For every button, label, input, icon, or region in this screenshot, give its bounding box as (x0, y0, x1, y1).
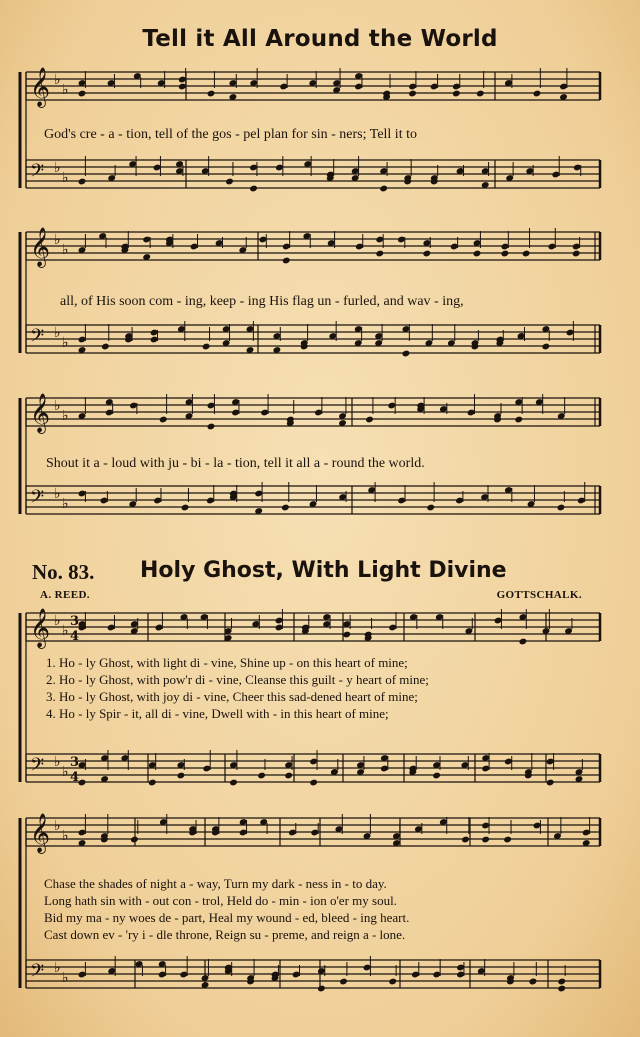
svg-text:3: 3 (70, 614, 80, 629)
svg-text:𝄢: 𝄢 (30, 487, 45, 512)
svg-text:𝄢: 𝄢 (30, 755, 45, 780)
svg-text:♭: ♭ (62, 623, 69, 639)
svg-text:♭: ♭ (62, 828, 69, 844)
hymn-number: No. 83. (32, 560, 95, 584)
svg-text:♭: ♭ (54, 754, 61, 770)
svg-text:𝄞: 𝄞 (30, 813, 51, 853)
svg-text:♭: ♭ (54, 325, 61, 341)
lyric-line-2: all, of His soon com - ing, keep - ing His flag un - furled, and wav - ing, (60, 294, 464, 309)
svg-text:♭: ♭ (62, 335, 69, 351)
verse-2-part-1: 2. Ho - ly Ghost, with pow'r di - vine, Cleanse this guilt - y heart of mine; (46, 672, 429, 687)
composer-credit: GOTTSCHALK. (496, 589, 582, 601)
svg-text:♭: ♭ (62, 408, 69, 424)
svg-text:4: 4 (70, 770, 80, 785)
svg-text:♭: ♭ (62, 496, 69, 512)
verse-1-part-1: 1. Ho - ly Ghost, with light di - vine, Shine up - on this heart of mine; (46, 655, 408, 670)
svg-text:♭: ♭ (62, 242, 69, 258)
hymn-title-tell-it-all: Tell it All Around the World (142, 26, 498, 52)
lyric-line-1: God's cre - a - tion, tell of the gos - pel plan for sin - ners; Tell it to (44, 127, 417, 142)
svg-text:♭: ♭ (54, 72, 61, 88)
verse-2-part-2: Long hath sin with - out con - trol, Held do - min - ion o'er my soul. (44, 893, 397, 908)
svg-text:𝄢: 𝄢 (30, 326, 45, 351)
svg-text:𝄞: 𝄞 (30, 608, 51, 648)
svg-text:♭: ♭ (62, 82, 69, 98)
author-credit: A. REED. (40, 589, 90, 601)
svg-text:𝄢: 𝄢 (30, 161, 45, 186)
svg-text:♭: ♭ (54, 960, 61, 976)
svg-text:𝄞: 𝄞 (30, 67, 51, 107)
verse-4-part-1: 4. Ho - ly Spir - it, all di - vine, Dwell with - in this heart of mine; (46, 706, 389, 721)
lyric-line-3: Shout it a - loud with ju - bi - la - tion, tell it all a - round the world. (46, 456, 425, 471)
svg-text:4: 4 (70, 629, 80, 644)
svg-text:𝄞: 𝄞 (30, 227, 51, 267)
svg-text:3: 3 (70, 755, 80, 770)
svg-text:♭: ♭ (54, 232, 61, 248)
svg-text:♭: ♭ (54, 160, 61, 176)
svg-text:𝄞: 𝄞 (30, 393, 51, 433)
verse-1-part-2: Chase the shades of night a - way, Turn my dark - ness in - to day. (44, 876, 387, 891)
svg-text:♭: ♭ (54, 613, 61, 629)
svg-text:♭: ♭ (62, 970, 69, 986)
hymn-title-holy-ghost: Holy Ghost, With Light Divine (140, 558, 507, 583)
svg-text:♭: ♭ (54, 398, 61, 414)
verse-3-part-1: 3. Ho - ly Ghost, with joy di - vine, Cheer this sad-dened heart of mine; (46, 689, 418, 704)
svg-text:♭: ♭ (62, 764, 69, 780)
svg-text:𝄢: 𝄢 (30, 961, 45, 986)
svg-text:♭: ♭ (62, 170, 69, 186)
verse-4-part-2: Cast down ev - 'ry i - dle throne, Reign su - preme, and reign a - lone. (44, 927, 406, 942)
svg-text:♭: ♭ (54, 818, 61, 834)
verse-3-part-2: Bid my ma - ny woes de - part, Heal my wound - ed, bleed - ing heart. (44, 910, 410, 925)
svg-text:♭: ♭ (54, 486, 61, 502)
